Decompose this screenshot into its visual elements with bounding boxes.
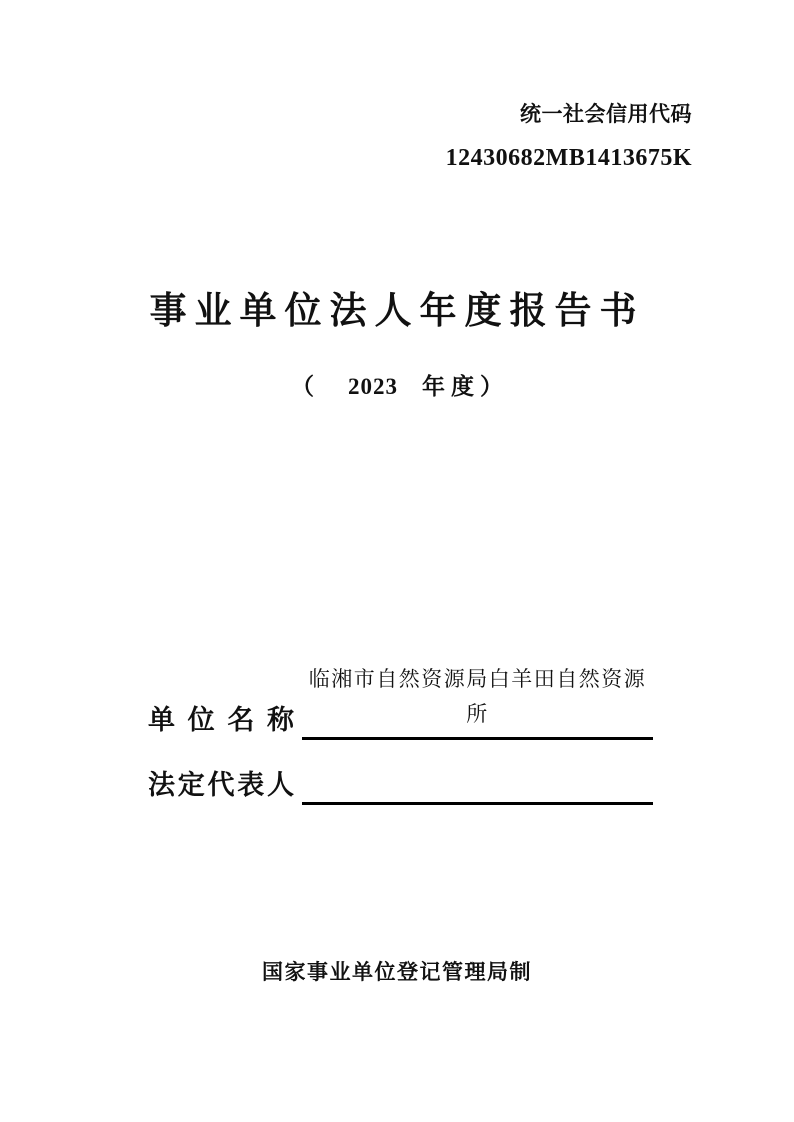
credit-code-block xyxy=(446,102,692,171)
credit-code-value: 12430682MB1413675K xyxy=(445,145,692,171)
cover-form xyxy=(148,662,653,805)
report-year-line xyxy=(0,372,794,402)
issuer-footer: 国家事业单位登记管理局制 xyxy=(262,960,532,984)
legal-representative-field[interactable] xyxy=(302,760,653,805)
unit-name-label: 单位名称 xyxy=(148,705,294,735)
unit-name-row xyxy=(148,662,653,740)
legal-representative-row xyxy=(148,760,653,805)
credit-code-label: 统一社会信用代码 xyxy=(520,102,692,126)
legal-representative-label: 法定代表人 xyxy=(148,770,294,800)
report-title: 事业单位法人年度报告书 xyxy=(149,290,645,331)
unit-name-field[interactable]: 临湘市自然资源局白羊田自然资源所 xyxy=(302,662,653,740)
report-year: 2023 xyxy=(348,374,398,399)
year-suffix-label: 年度 xyxy=(422,374,480,399)
close-paren: ） xyxy=(480,374,503,399)
open-paren: （ xyxy=(291,374,314,399)
